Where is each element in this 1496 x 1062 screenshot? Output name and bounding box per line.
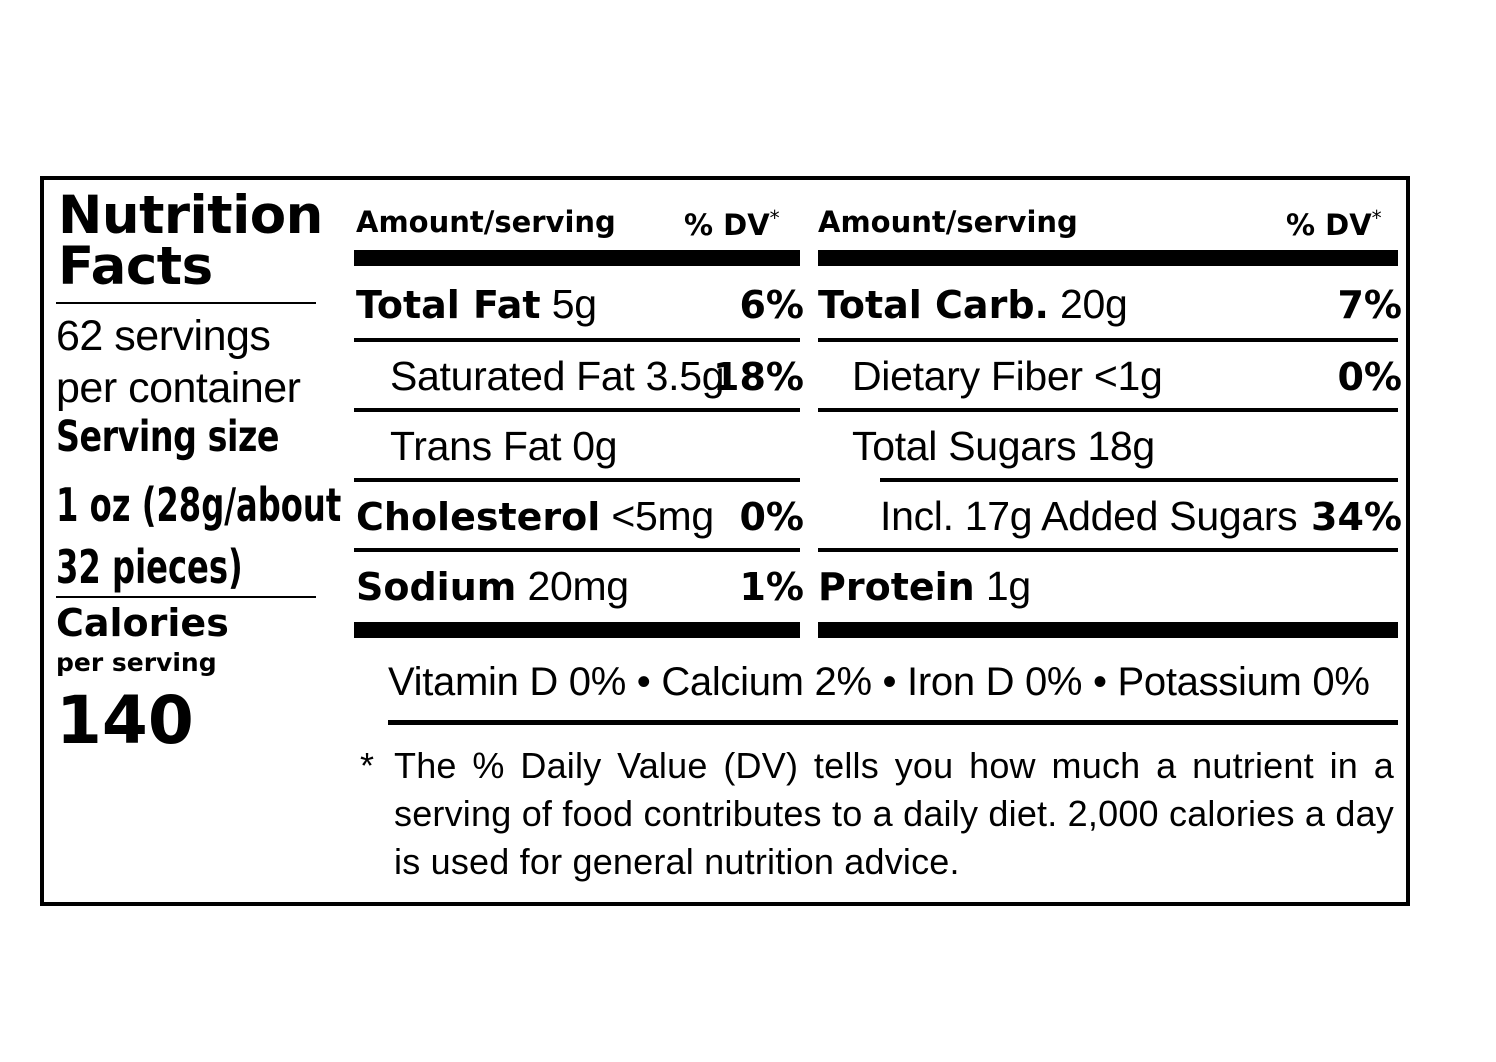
- row-rule: [354, 338, 800, 342]
- serving-size-label: Serving size: [56, 412, 280, 462]
- calories-value: 140: [56, 682, 194, 759]
- vitamins-rule: [388, 720, 1398, 725]
- row-saturated-fat: Saturated Fat 3.5g: [390, 353, 725, 399]
- panel-title: Nutrition Facts: [58, 185, 323, 297]
- row-total-carb: Total Carb. 20g: [818, 281, 1128, 327]
- row-rule: [818, 548, 1398, 552]
- divider: [56, 302, 316, 304]
- dv-total-fat: 6%: [739, 283, 804, 327]
- vitamins-minerals: Vitamin D 0% • Calcium 2% • Iron D 0% • Potassium 0%: [388, 660, 1370, 704]
- row-added-sugars: Incl. 17g Added Sugars: [880, 493, 1298, 539]
- dv-header-right: % DV*: [1286, 206, 1382, 242]
- row-rule: [354, 478, 800, 482]
- row-sodium: Sodium 20mg: [356, 563, 629, 609]
- row-cholesterol: Cholesterol <5mg: [356, 493, 714, 539]
- dv-total-carb: 7%: [1337, 283, 1402, 327]
- calories-label: Calories: [56, 601, 229, 645]
- row-rule: [354, 548, 800, 552]
- row-rule: [354, 408, 800, 412]
- thick-rule: [818, 622, 1398, 638]
- dv-footnote: * The % Daily Value (DV) tells you how much a nutrient in a serving of food contributes to a daily diet. 2,000 calories a day is used for general nutrition advice.: [360, 745, 1394, 882]
- row-rule: [818, 408, 1398, 412]
- row-dietary-fiber: Dietary Fiber <1g: [852, 353, 1163, 399]
- dv-header-left: % DV*: [684, 206, 780, 242]
- row-protein: Protein 1g: [818, 563, 1031, 609]
- dv-added-sugars: 34%: [1311, 495, 1402, 539]
- dv-saturated-fat: 18%: [713, 355, 804, 399]
- row-rule: [880, 478, 1398, 482]
- serving-size-value: 1 oz (28g/about 32 pieces): [56, 478, 342, 594]
- amount-header-left: Amount/serving: [356, 205, 616, 239]
- nutrition-facts-panel: [40, 176, 1410, 906]
- row-total-sugars: Total Sugars 18g: [852, 423, 1155, 469]
- row-trans-fat: Trans Fat 0g: [390, 423, 618, 469]
- thick-rule: [354, 250, 800, 266]
- thick-rule: [818, 250, 1398, 266]
- divider: [56, 596, 316, 598]
- servings-per-container: 62 servings per container: [56, 312, 301, 412]
- dv-cholesterol: 0%: [739, 495, 804, 539]
- thick-rule: [354, 622, 800, 638]
- dv-dietary-fiber: 0%: [1337, 355, 1402, 399]
- calories-per-serving-label: per serving: [56, 648, 217, 677]
- row-rule: [818, 338, 1398, 342]
- dv-sodium: 1%: [739, 565, 804, 609]
- row-total-fat: Total Fat 5g: [356, 281, 597, 327]
- amount-header-right: Amount/serving: [818, 205, 1078, 239]
